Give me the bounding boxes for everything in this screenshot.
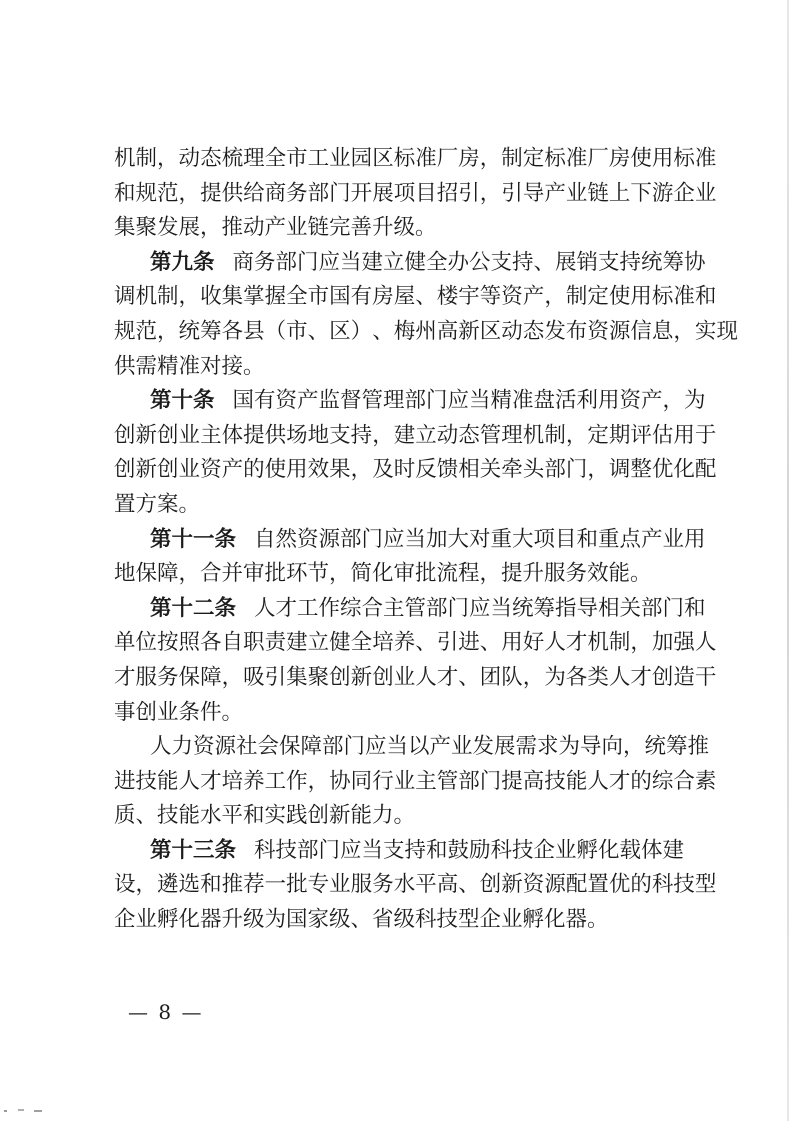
scan-specks: [4, 1108, 64, 1114]
page-number: — 8 —: [128, 1000, 204, 1024]
text-line: 才 服 务 保 障 ， 吸 引 集 聚 创 新 创 业 人 才 、 团 队 ， 为 各 类 人 才 创 造 干: [114, 664, 717, 690]
article-number: 第十二条: [150, 595, 237, 621]
text-line: 供需精准对接。: [114, 353, 265, 379]
article-first-line: [150, 523, 706, 558]
text-line: 地保障，合并审批环节，简化审批流程，提升服务效能。: [114, 561, 652, 587]
text-line: 科技部门应当支持和鼓励科技企业孵化载体建: [254, 837, 685, 863]
text-line: 人力资源社会保障部门应当以产业发展需求为导向，统筹推: [150, 734, 710, 760]
scan-edge-shadow: [787, 0, 789, 1121]
article-number: 第十三条: [150, 837, 237, 863]
article-first-line: [150, 246, 706, 281]
article-number: 第十条: [150, 388, 215, 414]
text-line: 国有资产监督管理部门应当精准盘活利用资产，为: [232, 388, 706, 414]
text-line: 设 ， 遴 选 和 推 荐 一 批 专 业 服 务 水 平 高 、 创 新 资 源 配 置 优 的 科 技 型: [114, 872, 717, 898]
article-first-line: [150, 384, 706, 419]
text-line: 进 技 能 人 才 培 养 工 作 ， 协 同 行 业 主 管 部 门 提 高 技 能 人 才 的 综 合 素: [114, 768, 717, 794]
text-line: 机 制 ， 动 态 梳 理 全 市 工 业 园 区 标 准 厂 房 ， 制 定 标 准 厂 房 使 用 标 准: [114, 146, 717, 171]
article-number: 第十一条: [150, 526, 237, 552]
text-line: 和 规 范 ， 提 供 给 商 务 部 门 开 展 项 目 招 引 ， 引 导 产 业 链 上 下 游 企 业: [114, 180, 717, 206]
text-line: 人才工作综合主管部门应当统筹指导相关部门和: [254, 595, 706, 621]
text-line: 自然资源部门应当加大对重大项目和重点产业用: [254, 526, 706, 552]
text-line: 创 新 创 业 资 产 的 使 用 效 果 ， 及 时 反 馈 相 关 牵 头 部 门 ， 调 整 优 化 配: [114, 457, 717, 483]
text-line: 规 范 ， 统 筹 各 县 （ 市 、 区 ） 、 梅 州 高 新 区 动 态 发 布 资 源 信 息 ， 实 现: [114, 318, 738, 344]
article-first-line: [150, 834, 684, 869]
text-line: 质、技能水平和实践创新能力。: [114, 803, 416, 829]
text-line: 企业孵化器升级为国家级、省级科技型企业孵化器。: [114, 907, 609, 933]
article-first-line: [150, 592, 706, 627]
text-line: 置方案。: [114, 491, 201, 517]
text-line: 事创业条件。: [114, 699, 244, 725]
text-line: 创 新 创 业 主 体 提 供 场 地 支 持 ， 建 立 动 态 管 理 机 制 ， 定 期 评 估 用 于: [114, 422, 717, 448]
text-line: 单 位 按 照 各 自 职 责 建 立 健 全 培 养 、 引 进 、 用 好 人 才 机 制 ， 加 强 人: [114, 630, 717, 656]
article-number: 第九条: [150, 249, 215, 275]
text-line: 调 机 制 ， 收 集 掌 握 全 市 国 有 房 屋 、 楼 宇 等 资 产 ， 制 定 使 用 标 准 和: [114, 284, 717, 310]
text-line: 集聚发展，推动产业链完善升级。: [114, 215, 437, 241]
document-body: [114, 142, 738, 938]
text-line: 商务部门应当建立健全办公支持、展销支持统筹协: [232, 249, 706, 275]
